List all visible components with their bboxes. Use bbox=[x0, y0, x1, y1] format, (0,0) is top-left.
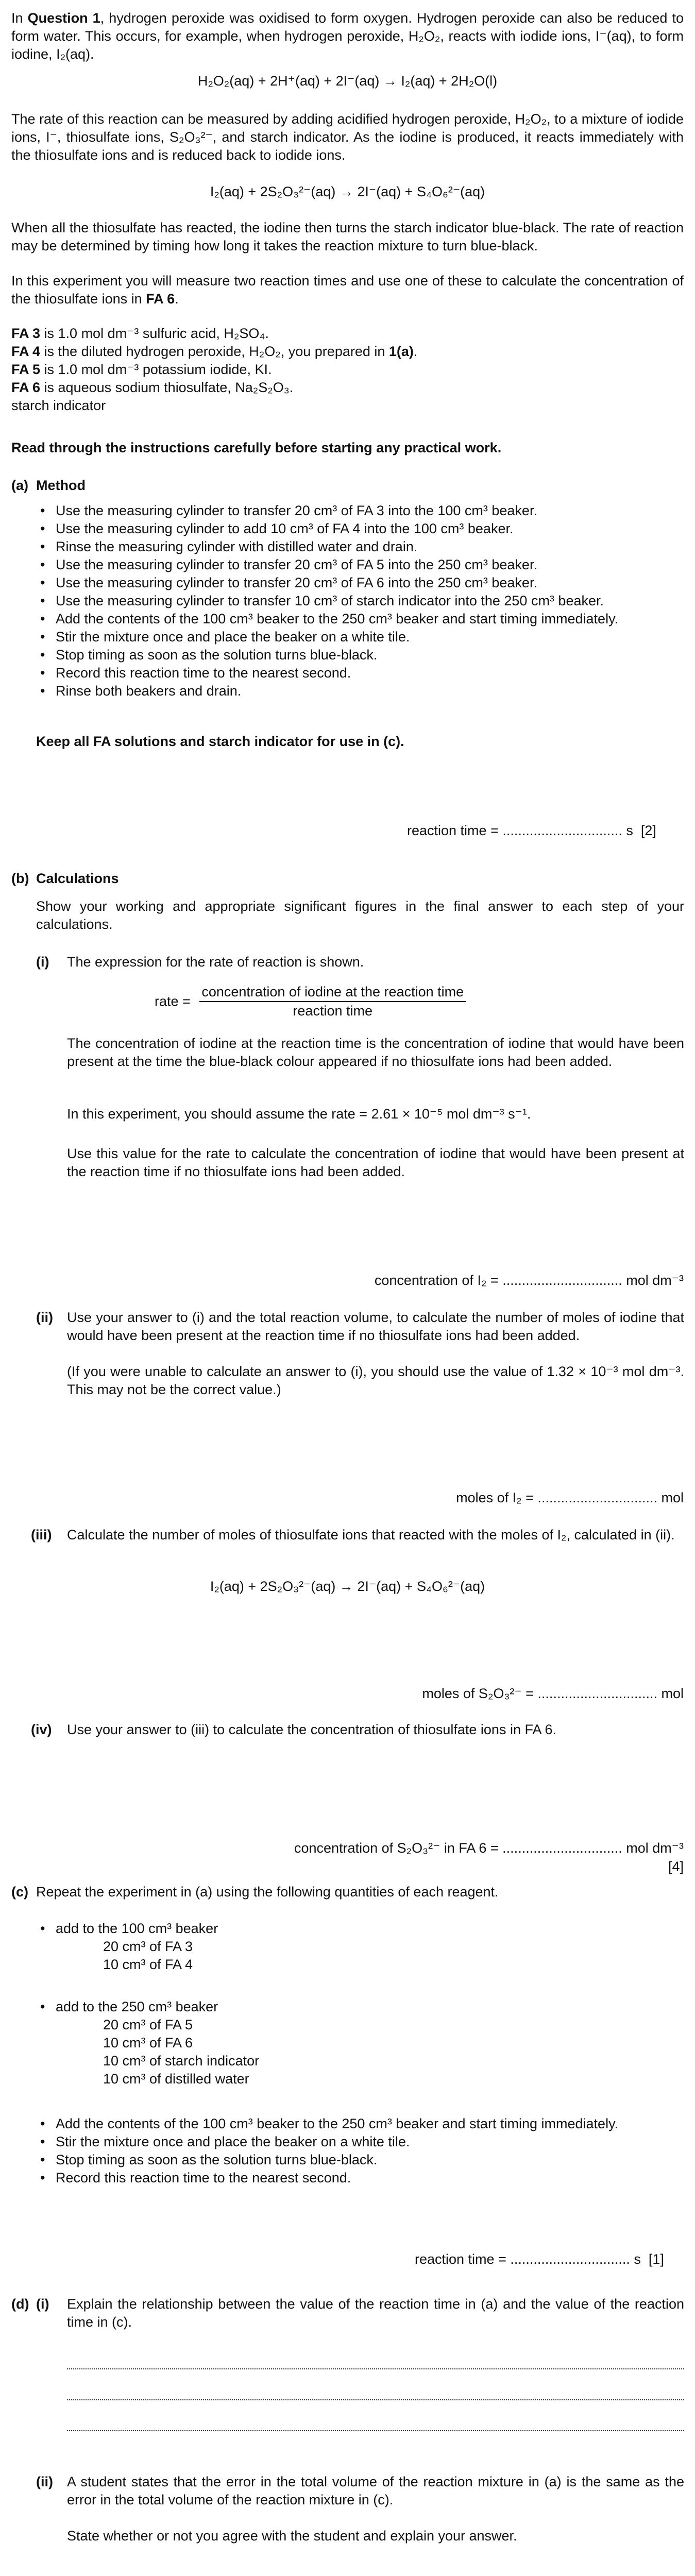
method-step: • Stop timing as soon as the solution turns blue-black. bbox=[36, 646, 685, 664]
reagent-fa6: FA 6 is aqueous sodium thiosulfate, Na₂S₂O₃. bbox=[11, 380, 294, 395]
part-b-i-answer-line[interactable]: concentration of I₂ = ............................... mol dm⁻³ bbox=[374, 1273, 684, 1288]
beaker100-title: • add to the 100 cm³ beaker bbox=[36, 1920, 685, 1938]
part-d-i-text: Explain the relationship between the value of the reaction time in (a) and the value of the reaction time in (c). bbox=[67, 2296, 684, 2330]
part-b-marks: [4] bbox=[668, 1859, 684, 1874]
part-d-ii-label: (ii) bbox=[36, 2474, 53, 2489]
reagent-fa5: FA 5 is 1.0 mol dm⁻³ potassium iodide, KI. bbox=[11, 362, 272, 377]
method-step: • Rinse both beakers and drain. bbox=[36, 682, 685, 700]
part-d-label: (d) bbox=[11, 2296, 29, 2312]
part-c-steps bbox=[36, 2115, 685, 2187]
part-d-ii-text2: State whether or not you agree with the student and explain your answer. bbox=[67, 2528, 517, 2544]
part-b-i-text4: Use this value for the rate to calculate the concentration of iodine that would have been present at the reaction time if no thiosulfate ions had been added. bbox=[67, 1146, 684, 1179]
beaker250-item: 20 cm³ of FA 5 bbox=[103, 2017, 193, 2032]
method-step: • Rinse the measuring cylinder with distilled water and drain. bbox=[36, 538, 685, 556]
part-b-iv-answer-line[interactable]: concentration of S₂O₃²⁻ in FA 6 = ............................... mol dm⁻³ bbox=[294, 1840, 684, 1856]
part-b-ii-text2: (If you were unable to calculate an answer to (i), you should use the value of 1.32 × 10⁻³ mol dm⁻³. This may not be the correct value.) bbox=[67, 1364, 684, 1397]
part-c-beaker250 bbox=[36, 1998, 685, 2016]
part-b-ii-label: (ii) bbox=[36, 1310, 53, 1325]
rate-numerator: concentration of iodine at the reaction time bbox=[199, 983, 466, 1002]
part-c-intro: Repeat the experiment in (a) using the following quantities of each reagent. bbox=[36, 1884, 499, 1900]
method-step: • Record this reaction time to the nearest second. bbox=[36, 664, 685, 682]
part-d-i-label: (i) bbox=[36, 2296, 49, 2312]
part-b-iii-text1: Calculate the number of moles of thiosulfate ions that reacted with the moles of I₂, calculated in (ii). bbox=[67, 1527, 675, 1543]
reagent-fa3: FA 3 is 1.0 mol dm⁻³ sulfuric acid, H₂SO₄. bbox=[11, 326, 269, 341]
part-a-answer-line[interactable]: reaction time = ............................... s [2] bbox=[407, 823, 656, 838]
method-step: • Stir the mixture once and place the beaker on a white tile. bbox=[36, 628, 685, 646]
part-a-label: (a) bbox=[11, 478, 28, 493]
rate-fraction bbox=[199, 983, 466, 1020]
method-step: • Add the contents of the 100 cm³ beaker to the 250 cm³ beaker and start timing immediately. bbox=[36, 2115, 685, 2133]
method-step: • Add the contents of the 100 cm³ beaker to the 250 cm³ beaker and start timing immediately. bbox=[36, 610, 685, 628]
read-instructions: Read through the instructions carefully before starting any practical work. bbox=[11, 440, 502, 455]
part-b-instruction: Show your working and appropriate significant figures in the final answer to each step of your calculations. bbox=[36, 899, 684, 932]
rate-expression bbox=[155, 983, 466, 1020]
intro-paragraph-3: When all the thiosulfate has reacted, the iodine then turns the starch indicator blue-black. The rate of reaction may be determined by timing how long it takes the reaction mixture to turn blue-black. bbox=[11, 220, 684, 253]
keep-solutions-note: Keep all FA solutions and starch indicator for use in (c). bbox=[36, 734, 404, 749]
part-d-ii-text1: A student states that the error in the total volume of the reaction mixture in (a) is the same as the error in the total volume of the reaction mixture in (c). bbox=[67, 2474, 684, 2507]
part-a-method-steps bbox=[36, 502, 685, 700]
beaker250-item: 10 cm³ of distilled water bbox=[103, 2071, 249, 2087]
method-step: • Stop timing as soon as the solution turns blue-black. bbox=[36, 2151, 685, 2169]
rate-denominator: reaction time bbox=[293, 1003, 372, 1019]
method-step: • Use the measuring cylinder to add 10 cm³ of FA 4 into the 100 cm³ beaker. bbox=[36, 520, 685, 538]
method-step: • Use the measuring cylinder to transfer 10 cm³ of starch indicator into the 250 cm³ beaker. bbox=[36, 592, 685, 610]
part-b-title: Calculations bbox=[36, 871, 119, 886]
intro-paragraph-2: The rate of this reaction can be measured by adding acidified hydrogen peroxide, H₂O₂, to a mixture of iodide ions, I⁻, thiosulfate ions, S₂O₃²⁻, and starch indicator. As the iodine is produced, it reacts immediately with the thiosulfate ions and is reduced back to iodide ions. bbox=[11, 111, 684, 163]
method-step: • Use the measuring cylinder to transfer 20 cm³ of FA 6 into the 250 cm³ beaker. bbox=[36, 574, 685, 592]
equation-1: H₂O₂(aq) + 2H⁺(aq) + 2I⁻(aq) → I₂(aq) + 2H₂O(l) bbox=[197, 73, 498, 89]
part-b-iii-answer-line[interactable]: moles of S₂O₃²⁻ = ............................... mol bbox=[422, 1686, 684, 1701]
answer-line[interactable] bbox=[67, 2398, 684, 2400]
beaker250-title: • add to the 250 cm³ beaker bbox=[36, 1998, 685, 2016]
reagent-list bbox=[11, 325, 681, 415]
part-a-marks: [2] bbox=[640, 823, 656, 838]
reagent-fa4: FA 4 is the diluted hydrogen peroxide, H₂O₂, you prepared in 1(a). bbox=[11, 344, 418, 359]
beaker100-items bbox=[103, 1938, 193, 1974]
part-b-iv-label: (iv) bbox=[31, 1722, 52, 1737]
part-b-iii-label: (iii) bbox=[31, 1527, 52, 1543]
beaker250-item: 10 cm³ of starch indicator bbox=[103, 2053, 260, 2069]
method-step: • Use the measuring cylinder to transfer 20 cm³ of FA 5 into the 250 cm³ beaker. bbox=[36, 556, 685, 574]
beaker100-item: 10 cm³ of FA 4 bbox=[103, 1957, 193, 1972]
method-step: • Record this reaction time to the nearest second. bbox=[36, 2169, 685, 2187]
part-b-i-text3: In this experiment, you should assume the rate = 2.61 × 10⁻⁵ mol dm⁻³ s⁻¹. bbox=[67, 1106, 531, 1122]
intro-paragraph-4: In this experiment you will measure two reaction times and use one of these to calculate the concentration of the thiosulfate ions in FA 6. bbox=[11, 273, 684, 307]
rate-label: rate = bbox=[155, 993, 191, 1009]
part-b-ii-answer-line[interactable]: moles of I₂ = ............................... mol bbox=[456, 1490, 684, 1505]
method-step: • Stir the mixture once and place the beaker on a white tile. bbox=[36, 2133, 685, 2151]
intro-paragraph-1: In Question 1, hydrogen peroxide was oxidised to form oxygen. Hydrogen peroxide can also be reduced to form water. This occurs, for example, when hydrogen peroxide, H₂O₂, reacts with iodide ions, I⁻(aq), to form iodine, I₂(aq). bbox=[11, 10, 684, 62]
part-b-i-text1: The expression for the rate of reaction is shown. bbox=[67, 954, 364, 970]
part-a-title: Method bbox=[36, 478, 86, 493]
part-b-ii-text1: Use your answer to (i) and the total reaction volume, to calculate the number of moles of iodine that would have been present at the reaction time if no thiosulfate ions had been added. bbox=[67, 1310, 684, 1343]
method-step: • Use the measuring cylinder to transfer 20 cm³ of FA 3 into the 100 cm³ beaker. bbox=[36, 502, 685, 520]
beaker100-item: 20 cm³ of FA 3 bbox=[103, 1939, 193, 1954]
answer-line[interactable] bbox=[67, 2367, 684, 2369]
part-b-iv-text1: Use your answer to (iii) to calculate the concentration of thiosulfate ions in FA 6. bbox=[67, 1722, 556, 1737]
part-c-marks: [1] bbox=[648, 2251, 664, 2267]
part-c-label: (c) bbox=[11, 1884, 28, 1900]
reagent-starch: starch indicator bbox=[11, 398, 106, 413]
part-b-i-text2: The concentration of iodine at the reaction time is the concentration of iodine that would have been present at the time the blue-black colour appeared if no thiosulfate ions had been added. bbox=[67, 1036, 684, 1069]
beaker250-items bbox=[103, 2016, 259, 2088]
part-b-iii-equation: I₂(aq) + 2S₂O₃²⁻(aq) → 2I⁻(aq) + S₄O₆²⁻(aq) bbox=[210, 1579, 485, 1594]
equation-2: I₂(aq) + 2S₂O₃²⁻(aq) → 2I⁻(aq) + S₄O₆²⁻(aq) bbox=[210, 184, 485, 199]
part-c-beaker100 bbox=[36, 1920, 685, 1938]
part-b-label: (b) bbox=[11, 871, 29, 886]
part-c-answer-line[interactable]: reaction time = ............................... s [1] bbox=[415, 2251, 664, 2267]
answer-line[interactable] bbox=[67, 2429, 684, 2431]
part-b-i-label: (i) bbox=[36, 954, 49, 970]
beaker250-item: 10 cm³ of FA 6 bbox=[103, 2035, 193, 2050]
